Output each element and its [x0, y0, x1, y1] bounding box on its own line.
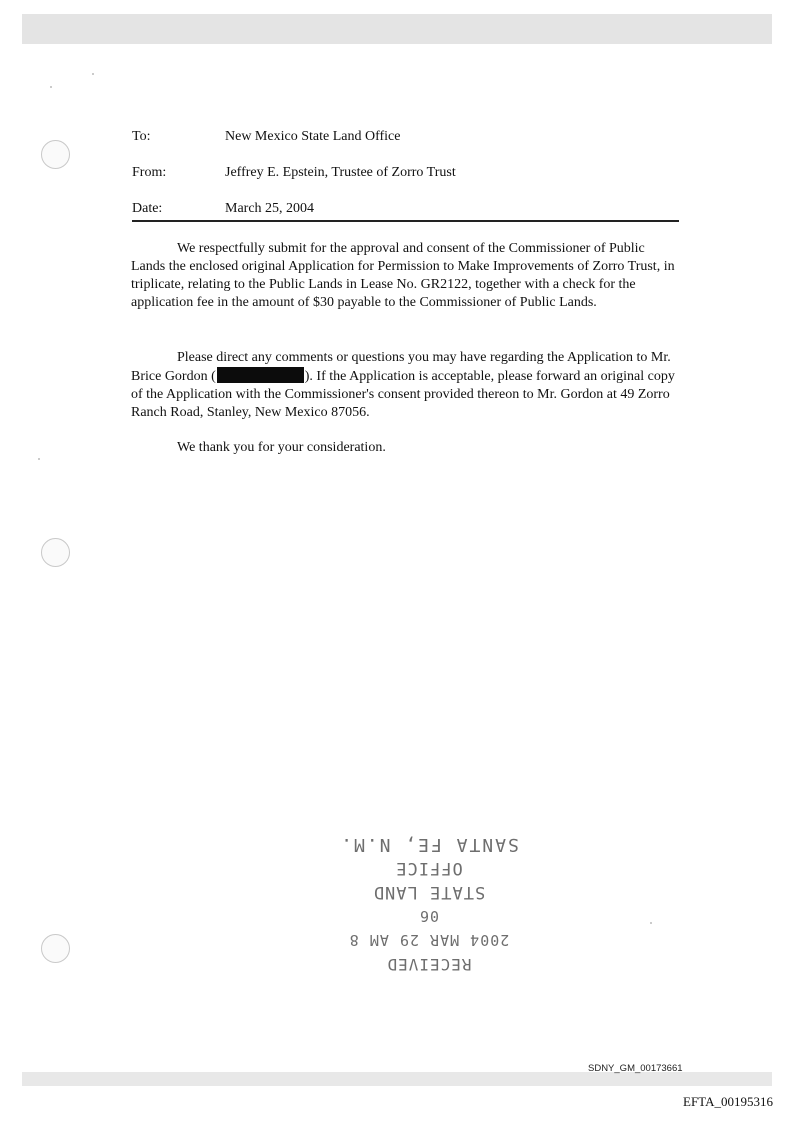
to-value: New Mexico State Land Office — [225, 129, 401, 144]
punch-hole-top — [41, 140, 70, 169]
body-paragraph-3-text: We thank you for your consideration. — [177, 440, 386, 455]
scan-bottom-band — [22, 1072, 772, 1086]
header-rule — [132, 220, 679, 222]
scan-top-band — [22, 14, 772, 44]
scan-speck — [92, 73, 94, 75]
stamp-location: SANTA FE, N.M. — [339, 834, 519, 855]
stamp-office: STATE LAND OFFICE — [372, 858, 486, 902]
bates-sdny: SDNY_GM_00173661 — [588, 1063, 683, 1074]
body-paragraph-2-text-a: Please direct any comments or questions you may have regarding the Application to Mr. Brice Gordon ( — [131, 350, 671, 384]
body-paragraph-3 — [131, 439, 676, 457]
received-stamp — [338, 834, 520, 976]
from-value: Jeffrey E. Epstein, Trustee of Zorro Trust — [225, 165, 456, 180]
bates-efta: EFTA_00195316 — [683, 1094, 773, 1109]
stamp-datetime: 2004 MAR 29 AM 8 06 — [348, 907, 510, 949]
body-paragraph-1-text: We respectfully submit for the approval and consent of the Commissioner of Public Lands the enclosed original Application for Permission to Make Improvements of Zorro Trust, in triplicate, relating to the Public Lands in Lease No. GR2122, together with a check for the application fee in the amount of $30 payable to the Commissioner of Public Lands. — [131, 241, 675, 310]
body-paragraph-2-text-b: ). If the Application is acceptable, please forward an original copy of the Application with the Commissioner's consent provided thereon to Mr. Gordon at 49 Zorro Ranch Road, Stanley, New Mexico 87056. — [131, 369, 675, 420]
scan-speck — [38, 458, 40, 460]
punch-hole-middle — [41, 538, 70, 567]
date-label: Date: — [132, 201, 163, 216]
punch-hole-bottom — [41, 934, 70, 963]
body-paragraph-1 — [131, 240, 676, 312]
scan-speck — [650, 922, 652, 924]
body-paragraph-2 — [131, 349, 676, 422]
to-label: To: — [132, 129, 151, 144]
scan-speck — [50, 86, 52, 88]
redaction-block — [217, 367, 304, 383]
stamp-received: RECEIVED — [386, 955, 472, 974]
from-label: From: — [132, 165, 167, 180]
date-value: March 25, 2004 — [225, 201, 315, 216]
